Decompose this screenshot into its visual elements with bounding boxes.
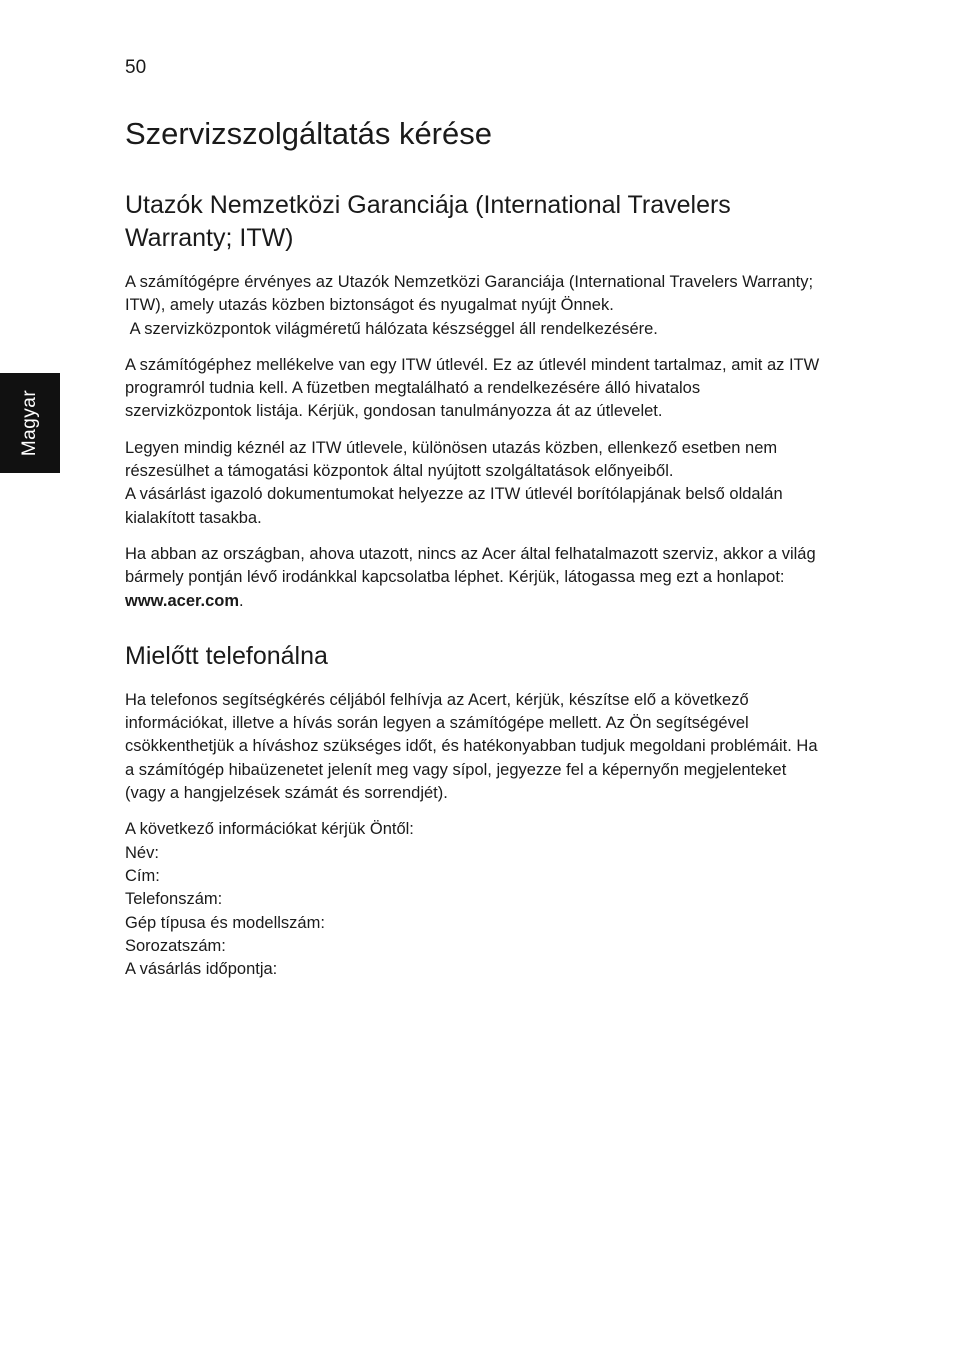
before-calling-heading: Mielőtt telefonálna bbox=[125, 641, 328, 670]
itw-paragraph-4 bbox=[125, 543, 825, 613]
required-info-phone: Telefonszám: bbox=[125, 890, 223, 909]
itw-heading: Utazók Nemzetközi Garanciája (International Travelers Warranty; ITW) bbox=[125, 191, 731, 252]
required-info-list bbox=[125, 818, 825, 981]
required-info-purchase-date: A vásárlás időpontja: bbox=[125, 960, 278, 979]
itw-paragraph-1 bbox=[125, 271, 825, 341]
itw-paragraph-2: A számítógéphez mellékelve van egy ITW útlevél. Ez az útlevél mindent tartalmaz, amit az ITW programról tudnia kell. A füzetben megtalálható a rendelkezésére álló hivatalos szervizközpontok listája. Kérjük, gondosan tanulmányozza át az útlevelet. bbox=[125, 355, 820, 421]
itw-paragraph-4-end: . bbox=[239, 591, 244, 610]
page-number: 50 bbox=[125, 57, 147, 78]
required-info-address: Cím: bbox=[125, 866, 160, 885]
language-side-tab bbox=[0, 373, 60, 473]
itw-paragraph-1b-text: A szervizközpontok világméretű hálózata készséggel áll rendelkezésére. bbox=[129, 319, 658, 338]
page-content bbox=[125, 114, 825, 981]
required-info-intro: A következő információkat kérjük Öntől: bbox=[125, 820, 414, 839]
acer-website-link: www.acer.com bbox=[125, 591, 240, 610]
language-side-tab-label: Magyar bbox=[19, 389, 40, 457]
itw-paragraph-3a-text: Legyen mindig kéznél az ITW útlevele, különösen utazás közben, ellenkező esetben nem részesülhet a támogatási központok által nyújtott szolgáltatások előnyeiből. bbox=[125, 438, 778, 481]
required-info-name: Név: bbox=[125, 843, 159, 862]
required-info-serial: Sorozatszám: bbox=[125, 936, 226, 955]
itw-paragraph-3 bbox=[125, 437, 825, 530]
itw-paragraph-1-text: A számítógépre érvényes az Utazók Nemzetközi Garanciája (International Travelers Warranty; ITW), amely utazás közben biztonságot és nyugalmat nyújt Önnek. bbox=[125, 273, 814, 315]
page-title: Szervizszolgáltatás kérése bbox=[125, 116, 492, 151]
before-calling-paragraph: Ha telefonos segítségkérés céljából felhívja az Acert, kérjük, készítse elő a következő információkat, illetve a hívás során legyen a számítógépe mellett. Az Ön segítségével csökkenthetjük a híváshoz szükséges időt, és hatékonyabban tudjuk megoldani problémáit. Ha a számítógép hibaüzenetet jelenít meg vagy sípol, jegyezze fel a képernyőn megjelenteket (vagy a hangjelzések számát és sorrendjét). bbox=[125, 690, 818, 803]
itw-paragraph-4-text: Ha abban az országban, ahova utazott, nincs az Acer által felhatalmazott szerviz, akkor a világ bármely pontján lévő irodánkkal kapcsolatba léphet. Kérjük, látogassa meg ezt a honlapot: bbox=[125, 544, 816, 587]
itw-paragraph-3b-text: A vásárlást igazoló dokumentumokat helyezze az ITW útlevél borítólapjának belső oldalán kialakított tasakba. bbox=[125, 485, 783, 527]
required-info-model: Gép típusa és modellszám: bbox=[125, 913, 325, 932]
